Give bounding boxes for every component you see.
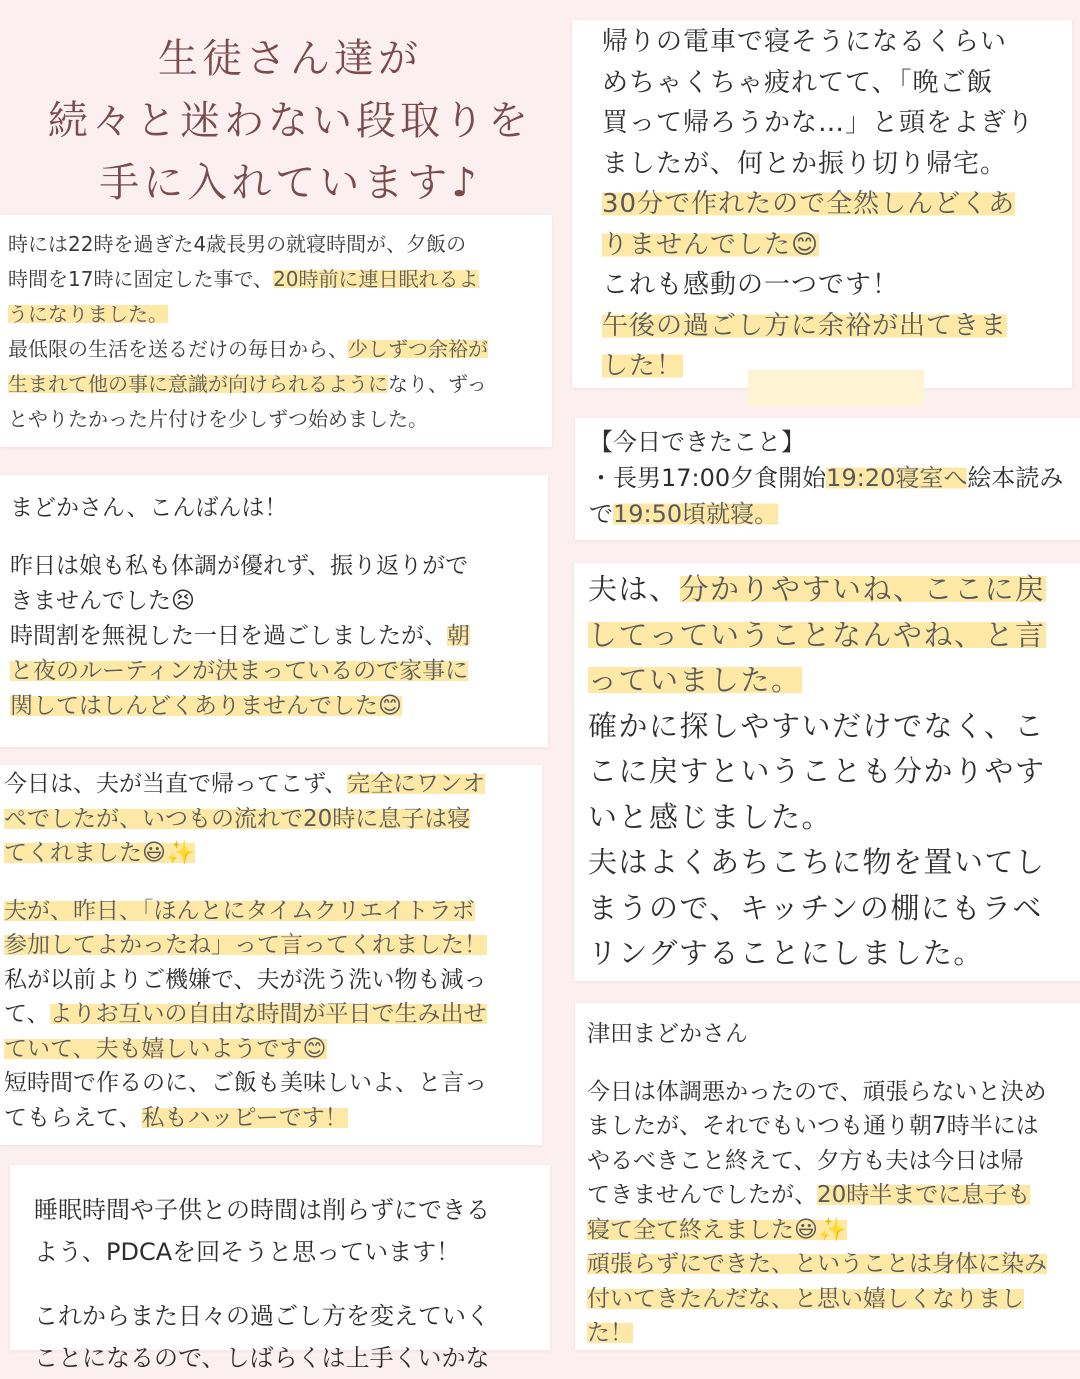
highlight-text: 関してはしんどくありませんでした😊 <box>10 693 402 719</box>
text: なり、ずっ <box>388 372 487 396</box>
highlight-text: 少しずつ余裕が <box>348 337 488 361</box>
card3-line <box>4 928 538 963</box>
card1-line <box>8 402 544 437</box>
testimonial-card-3 <box>0 765 542 1145</box>
testimonial-card-6 <box>575 418 1080 540</box>
text: て、 <box>4 1001 50 1027</box>
spacer <box>4 871 538 894</box>
card2-line <box>10 689 538 724</box>
card7-line <box>588 613 1066 659</box>
card6-line <box>589 496 1066 532</box>
card3-line: 私が以前よりご機嫌で、夫が洗う洗い物も減っ <box>4 966 487 993</box>
card4-line: 睡眠時間や子供との時間は削らずにできる <box>34 1196 490 1224</box>
card8-line: やるべきこと終えて、夕方も夫は今日は帰 <box>587 1147 1024 1174</box>
text: 時には22時を過ぎた4歳長男の就寝時間が、夕飯の <box>8 232 467 256</box>
card3-line <box>4 836 538 871</box>
card2-line: まどかさん、こんばんは！ <box>10 495 288 521</box>
highlight-text: と夜のルーティンが決まっているので家事に <box>10 658 469 684</box>
card5-line <box>602 184 1042 225</box>
card7-line: まうので、キッチンの棚にもラベ <box>588 890 1043 925</box>
title-line-1: 生徒さん達が <box>158 36 422 82</box>
card8-line <box>587 1316 1068 1351</box>
highlight-text: 生まれて他の事に意識が向けられるように <box>8 372 388 396</box>
card2-line <box>10 654 538 689</box>
testimonial-card-1 <box>0 215 552 447</box>
highlight-text: た！ <box>587 1320 633 1346</box>
highlight-text: 分かりやすいね、ここに戻 <box>679 572 1046 606</box>
highlight-text: 寝て全て終えました😃✨ <box>587 1216 847 1243</box>
highlight-text: 30分で作れたので全然しんどくあ <box>602 189 1016 219</box>
highlight-text: 参加してよかったね」って言ってくれました！ <box>4 932 487 958</box>
text: で <box>589 500 613 528</box>
highlight-text: っていました。 <box>588 663 802 697</box>
card7-line <box>588 658 1066 704</box>
card8-line: ましたが、それでもいつも通り朝7時半には <box>587 1113 1039 1139</box>
highlight-text: ぺでしたが、いつもの流れで20時に息子は寝 <box>4 805 471 832</box>
card6-line <box>589 460 1066 496</box>
title-line-2: 続々と迷わない段取りを <box>48 98 532 144</box>
card5-line <box>602 225 1042 266</box>
card1-line <box>8 332 544 367</box>
card3-line <box>4 997 538 1032</box>
card1-line <box>8 367 544 402</box>
card7-line: 夫はよくあちこちに物を置いてし <box>588 845 1046 879</box>
highlight-text: 19:20寝室へ <box>826 464 968 492</box>
card5-line <box>602 306 1042 347</box>
highlight-text: 午後の過ごし方に余裕が出てきま <box>602 310 1008 341</box>
highlight-text: てくれました😃✨ <box>4 840 195 866</box>
highlight-text: 19:50頃就寝。 <box>613 500 779 528</box>
card4-line: これからまた日々の過ごし方を変えていく <box>34 1302 490 1330</box>
card5-line: これも感動の一つです！ <box>602 270 900 300</box>
text: 絵本読み <box>967 464 1064 492</box>
card8-line <box>587 1178 1068 1213</box>
highlight-strip <box>748 370 924 406</box>
highlight-text: 夫が、昨日、「ほんとにタイムクリエイトラボ <box>4 897 475 924</box>
highlight-text: 頑張らずにできた、ということは身体に染み <box>587 1251 1047 1277</box>
card2-line <box>10 619 538 654</box>
card4-line: よう、PDCAを回そうと思っています！ <box>34 1238 461 1266</box>
highlight-text: 完全にワンオ <box>347 771 486 797</box>
highlight-text: よりお互いの自由な時間が平日で生み出せ <box>49 1001 487 1027</box>
text: 夫は、 <box>588 572 680 606</box>
highlight-text: 私もハッピーです！ <box>141 1104 348 1131</box>
card3-line <box>4 1032 538 1067</box>
card3-line: 短時間で作るのに、ご飯も美味しいよ、と言っ <box>4 1070 487 1096</box>
text: とやりたかった片付けを少しずつ始めました。 <box>8 407 428 431</box>
card2-line: 昨日は娘も私も体調が優れず、振り返りがで <box>10 553 469 579</box>
card3-line <box>4 1101 538 1136</box>
highlight-text: ていて、夫も嬉しいようです😊 <box>4 1035 327 1062</box>
card5-line: ましたが、何とか振り切り帰宅。 <box>602 148 1008 179</box>
highlight-text: した！ <box>602 351 684 381</box>
spacer <box>10 526 538 549</box>
card7-line: リングすることにしました。 <box>588 936 984 970</box>
card7-line: こに戻すということも分かりやす <box>588 754 1046 788</box>
highlight-text: 20時半までに息子も <box>817 1182 1031 1208</box>
card5-line: めちゃくちゃ疲れてて、「晩ご飯 <box>602 67 994 98</box>
card8-line <box>587 1247 1068 1282</box>
card5-line: 帰りの電車で寝そうになるくらい <box>602 27 1008 57</box>
text: てもらえて、 <box>4 1104 142 1131</box>
card6-line: 【今日できたこと】 <box>589 428 805 456</box>
testimonial-card-5 <box>572 20 1072 388</box>
card7-line <box>588 567 1066 613</box>
highlight-text: 20時前に連日眠れるよ <box>273 267 479 291</box>
highlight-text: してっていうことなんやね、と言 <box>588 617 1046 652</box>
card3-line <box>4 767 538 802</box>
text: 今日は、夫が当直で帰ってこず、 <box>4 771 348 797</box>
highlight-text: りませんでした😊 <box>602 229 820 260</box>
text: 時間割を無視した一日を過ごしましたが、 <box>10 623 447 649</box>
text: 最低限の生活を送るだけの毎日から、 <box>8 337 348 361</box>
card7-line: 確かに探しやすいだけでなく、こ <box>588 708 1045 743</box>
testimonial-card-2 <box>0 475 548 747</box>
highlight-text: 付いてきたんだな、と思い嬉しくなりまし <box>587 1285 1024 1312</box>
testimonial-card-7 <box>574 563 1080 981</box>
card8-line <box>587 1282 1068 1317</box>
text: てきませんでしたが、 <box>587 1182 817 1208</box>
card8-line: 津田まどかさん <box>587 1021 748 1047</box>
card1-line <box>8 262 544 297</box>
card4-line: ことになるので、しばらくは上手くいかな <box>34 1344 490 1372</box>
card8-line <box>587 1213 1068 1248</box>
card5-line: 買って帰ろうかな…」と頭をよぎり <box>602 108 1035 138</box>
text: 時間を17時に固定した事で、 <box>8 267 274 291</box>
text: ・長男17:00夕食開始 <box>589 464 827 492</box>
highlight-text: 朝 <box>447 623 470 649</box>
spacer <box>34 1273 526 1295</box>
spacer <box>587 1052 1068 1075</box>
card1-line <box>8 227 544 262</box>
highlight-text: うになりました。 <box>8 302 168 326</box>
page-title <box>30 28 550 214</box>
testimonial-card-8 <box>575 1003 1080 1350</box>
card3-line <box>4 894 538 929</box>
testimonial-card-4 <box>10 1165 550 1372</box>
card8-line: 今日は体調悪かったので、頑張らないと決め <box>587 1078 1047 1105</box>
card7-line: いと感じました。 <box>588 799 833 834</box>
card2-line: きませんでした😣 <box>10 588 195 614</box>
card1-line <box>8 297 544 332</box>
title-line-3: 手に入れています♪ <box>99 160 481 206</box>
card3-line <box>4 802 538 837</box>
